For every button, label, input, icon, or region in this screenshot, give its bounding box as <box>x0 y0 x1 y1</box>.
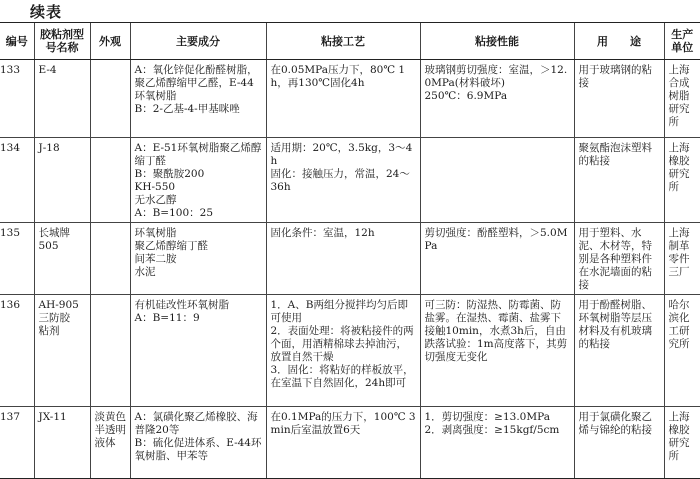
table-row <box>0 223 700 295</box>
table-row <box>0 407 700 479</box>
col-header-no: 编号 <box>0 23 34 60</box>
cell-no: 135 <box>0 223 34 295</box>
cell-usage: 用于玻璃钢的粘接 <box>574 60 664 138</box>
col-header-appearance: 外观 <box>90 23 130 60</box>
cell-usage: 用于酚醛树脂、环氧树脂等层压材料及有机玻璃的粘接 <box>574 295 664 407</box>
col-header-unit: 生产 单位 <box>664 23 700 60</box>
cell-usage: 聚氨酯泡沫塑料的粘接 <box>574 138 664 223</box>
cell-no: 133 <box>0 60 34 138</box>
cell-usage: 用于氯磺化聚乙烯与锦纶的粘接 <box>574 407 664 479</box>
cell-performance: 可三防：防湿热、防霉菌、防盐雾。在湿热、霉菌、盐雾下接触10min，水煮3h后，自由跌落试验：1m高度落下，其剪切强度无变化 <box>420 295 574 407</box>
cell-appearance <box>90 138 130 223</box>
cell-unit: 上海橡胶研究所 <box>664 407 700 479</box>
cell-process: 1．A、B两组分搅拌均匀后即可使用 2．表面处理：将被粘接件的两个面，用酒精棉球去掉油污，放置自然干燥 3．固化：将粘好的样板放平，在室温下自然固化，24h即可 <box>266 295 420 407</box>
cell-composition: 有机硅改性环氧树脂 A：B=11：9 <box>130 295 266 407</box>
cell-appearance <box>90 60 130 138</box>
col-header-usage: 用 途 <box>574 23 664 60</box>
cell-no: 137 <box>0 407 34 479</box>
adhesive-table <box>0 22 700 479</box>
cell-name: JX-11 <box>34 407 90 479</box>
cell-name: AH-905 三防胶 粘剂 <box>34 295 90 407</box>
cell-appearance: 淡黄色半透明液体 <box>90 407 130 479</box>
cell-process: 适用期：20℃，3.5kg，3～4h 固化：接触压力，常温，24～36h <box>266 138 420 223</box>
cell-performance: 剪切强度：酚醛塑料，＞5.0MPa <box>420 223 574 295</box>
cell-appearance <box>90 223 130 295</box>
cell-process: 在0.05MPa压力下，80℃ 1h，再130℃固化4h <box>266 60 420 138</box>
cell-process: 固化条件：室温，12h <box>266 223 420 295</box>
cell-unit: 上海制革零件三厂 <box>664 223 700 295</box>
page-title: 续表 <box>30 3 63 21</box>
col-header-name: 胶粘剂型 号名称 <box>34 23 90 60</box>
cell-name: 长城牌 505 <box>34 223 90 295</box>
col-header-composition: 主要成分 <box>130 23 266 60</box>
cell-name: E-4 <box>34 60 90 138</box>
cell-no: 134 <box>0 138 34 223</box>
cell-unit: 哈尔滨化工研究所 <box>664 295 700 407</box>
cell-unit: 上海橡胶研究所 <box>664 138 700 223</box>
cell-process: 在0.1MPa的压力下，100℃ 3min后室温放置6天 <box>266 407 420 479</box>
cell-performance: 玻璃钢剪切强度：室温，＞12.0MPa(材料破坏) 250℃：6.9MPa <box>420 60 574 138</box>
cell-appearance <box>90 295 130 407</box>
cell-name: J-18 <box>34 138 90 223</box>
table-row <box>0 295 700 407</box>
col-header-process: 粘接工艺 <box>266 23 420 60</box>
cell-usage: 用于塑料、水泥、木材等，特别是各种塑料件在水泥墙面的粘接 <box>574 223 664 295</box>
table-row <box>0 138 700 223</box>
cell-composition: A：氧化锌促化酚醛树脂，聚乙烯醇缩甲乙醛，E-44环氧树脂 B：2-乙基-4-甲基咪唑 <box>130 60 266 138</box>
table-row <box>0 60 700 138</box>
cell-composition: A：氯磺化聚乙烯橡胶、海普隆20等 B：硫化促进体系、E-44环氧树脂、甲苯等 <box>130 407 266 479</box>
cell-performance <box>420 138 574 223</box>
cell-unit: 上海合成树脂研究所 <box>664 60 700 138</box>
col-header-performance: 粘接性能 <box>420 23 574 60</box>
cell-composition: 环氧树脂 聚乙烯醇缩丁醛 间苯二胺 水泥 <box>130 223 266 295</box>
table-header-row <box>0 23 700 60</box>
cell-composition: A：E-51环氧树脂聚乙烯醇缩丁醛 B：聚酰胺200 KH-550 无水乙醇 A：B=100：25 <box>130 138 266 223</box>
cell-performance: 1．剪切强度：≥13.0MPa 2．剥离强度：≥15kgf/5cm <box>420 407 574 479</box>
cell-no: 136 <box>0 295 34 407</box>
